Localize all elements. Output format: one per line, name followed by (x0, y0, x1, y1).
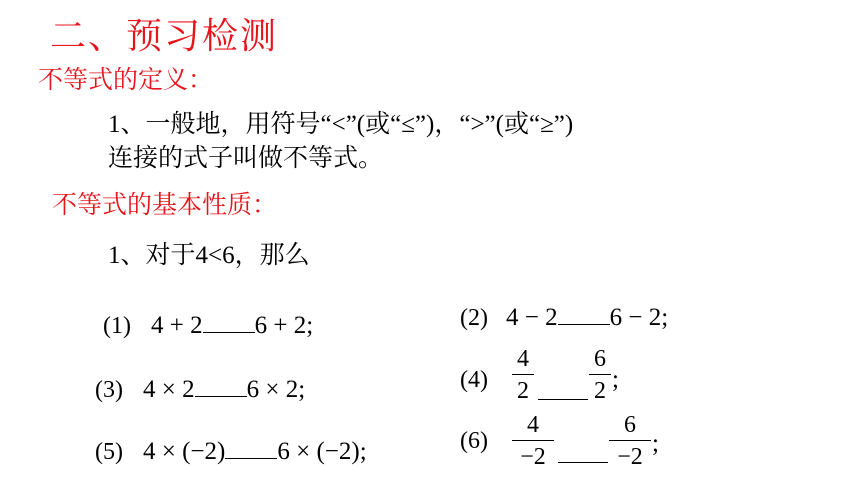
exercise-5 (95, 438, 367, 466)
exercise-label: (1) (103, 313, 131, 339)
numerator: 6 (594, 346, 606, 372)
expression-right: 6 − 2; (609, 304, 669, 331)
fraction-right (609, 413, 651, 469)
definition-line-1: 1、一般地，用符号“<”(或“≤”)，“>”(或“≥”) (108, 111, 574, 138)
fraction-bar (609, 440, 651, 441)
exercise-label: (3) (95, 377, 123, 403)
exercise-6 (460, 428, 488, 455)
answer-blank[interactable] (195, 392, 247, 397)
expression-right: 6 × 2; (246, 376, 306, 403)
fraction-bar (589, 374, 611, 375)
expression-left: 4 − 2 (505, 304, 558, 331)
fraction-right (589, 347, 611, 403)
question-text: 1、对于4<6，那么 (108, 242, 310, 269)
exercise-1 (103, 312, 313, 340)
fraction-bar (512, 440, 554, 441)
expression-left: 4 + 2 (150, 312, 203, 339)
denominator: 2 (517, 378, 529, 404)
expression-right: 6 + 2; (254, 312, 314, 339)
semicolon: ; (612, 366, 619, 393)
page-title: 二、预习检测 (50, 16, 279, 56)
expression-left: 4 × 2 (142, 376, 195, 403)
semicolon: ; (652, 430, 659, 457)
numerator: 4 (527, 412, 539, 438)
denominator: −2 (617, 444, 643, 470)
exercise-label: (6) (460, 428, 488, 454)
answer-blank[interactable] (558, 320, 610, 325)
exercise-4 (460, 367, 488, 394)
expression-left: 4 × (−2) (142, 438, 226, 465)
answer-blank[interactable] (225, 454, 277, 459)
exercise-3 (95, 376, 305, 404)
numerator: 6 (624, 412, 636, 438)
exercise-label: (2) (460, 305, 488, 331)
answer-blank[interactable] (558, 462, 608, 463)
denominator: −2 (520, 444, 546, 470)
answer-blank[interactable] (203, 328, 255, 333)
definition-line-2: 连接的式子叫做不等式。 (108, 145, 384, 172)
definition-heading: 不等式的定义： (38, 67, 214, 94)
answer-blank[interactable] (538, 399, 588, 400)
exercise-2 (460, 304, 668, 332)
exercise-label: (4) (460, 367, 488, 393)
fraction-left (512, 413, 554, 469)
fraction-bar (512, 374, 534, 375)
exercise-label: (5) (95, 439, 123, 465)
expression-right: 6 × (−2); (277, 438, 367, 465)
denominator: 2 (594, 378, 606, 404)
fraction-left (512, 347, 534, 403)
properties-heading: 不等式的基本性质： (52, 192, 278, 219)
numerator: 4 (517, 346, 529, 372)
